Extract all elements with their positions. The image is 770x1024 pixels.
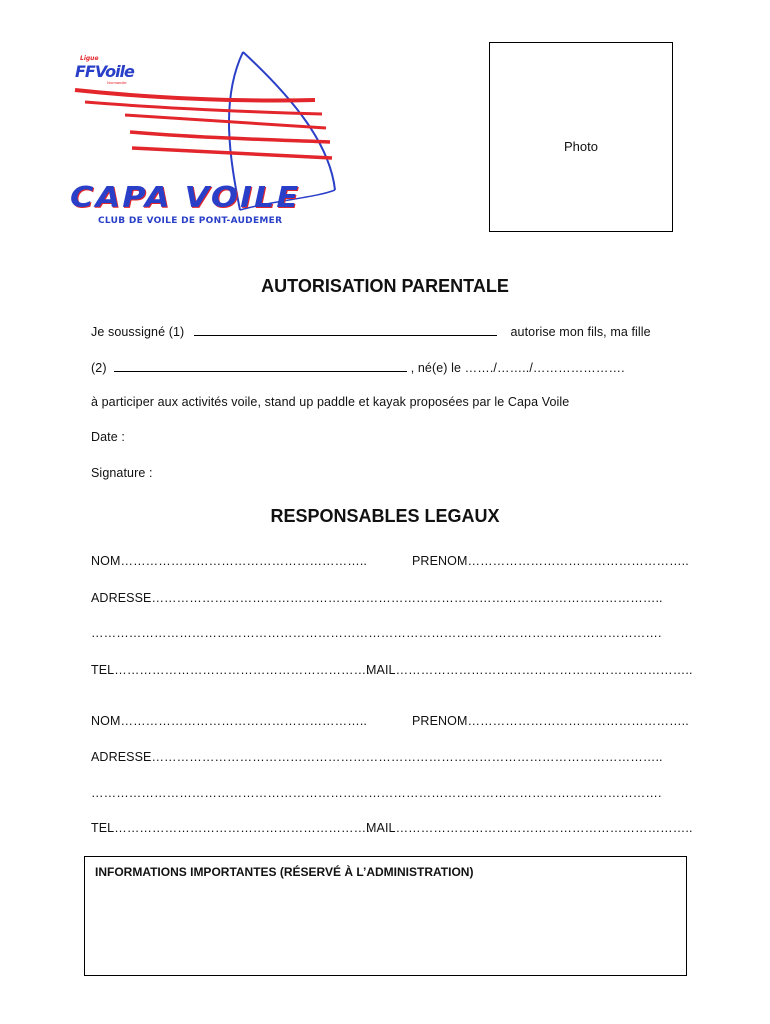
birthdate-field[interactable]: , né(e) le ……./……../…………………. [410, 361, 625, 375]
guardian-1-tel-field[interactable]: TEL……………………………………………………. [91, 663, 370, 677]
club-name: CAPA VOILE [70, 179, 301, 215]
guardian-1-adresse-field[interactable]: ADRESSE………………………………………………………………………………………………………….. [91, 591, 663, 605]
legal-guardians-title: RESPONSABLES LEGAUX [270, 506, 500, 526]
authorization-title: AUTORISATION PARENTALE [261, 276, 509, 296]
admin-info-box[interactable] [84, 856, 687, 976]
parent-name-field[interactable] [194, 323, 497, 336]
authorization-line-3: à participer aux activités voile, stand up paddle et kayak proposées par le Capa Voile [91, 395, 570, 409]
child-name-field[interactable] [114, 359, 407, 372]
date-field[interactable]: Date : [91, 430, 125, 444]
guardian-2-mail-field[interactable]: MAIL…………………………………………………………….. [366, 821, 693, 835]
guardian-1-prenom-field[interactable]: PRENOM…………………………………………….. [412, 554, 689, 568]
line2-prefix: (2) [91, 361, 107, 375]
guardian-2-nom-field[interactable]: NOM………………………………………………….. [91, 714, 368, 728]
line1-prefix: Je soussigné (1) [91, 325, 185, 339]
signature-field[interactable]: Signature : [91, 466, 153, 480]
authorization-line-1 [91, 323, 651, 339]
admin-info-title: INFORMATIONS IMPORTANTES (RÉSERVÉ À L’ADMINISTRATION) [95, 865, 474, 879]
photo-box [489, 42, 673, 232]
guardian-2-adresse2-field[interactable]: ………………………………………………………………………………………………………………………. [91, 786, 662, 800]
federation-sub-text: Normandie [107, 80, 127, 85]
federation-logo-text: FFVoile [75, 62, 134, 81]
guardian-2-prenom-field[interactable]: PRENOM…………………………………………….. [412, 714, 689, 728]
club-subtitle: CLUB DE VOILE DE PONT-AUDEMER [98, 216, 283, 226]
club-logo [60, 40, 350, 240]
line1-suffix: autorise mon fils, ma fille [510, 325, 651, 339]
guardian-2-tel-field[interactable]: TEL……………………………………………………. [91, 821, 370, 835]
league-label: Ligue [80, 55, 99, 62]
guardian-2-adresse-field[interactable]: ADRESSE………………………………………………………………………………………………………….. [91, 750, 663, 764]
authorization-line-2 [91, 359, 625, 375]
photo-label: Photo [564, 139, 598, 154]
guardian-1-adresse2-field[interactable]: ………………………………………………………………………………………………………………………. [91, 626, 662, 640]
guardian-1-nom-field[interactable]: NOM………………………………………………….. [91, 554, 368, 568]
guardian-1-mail-field[interactable]: MAIL…………………………………………………………….. [366, 663, 693, 677]
